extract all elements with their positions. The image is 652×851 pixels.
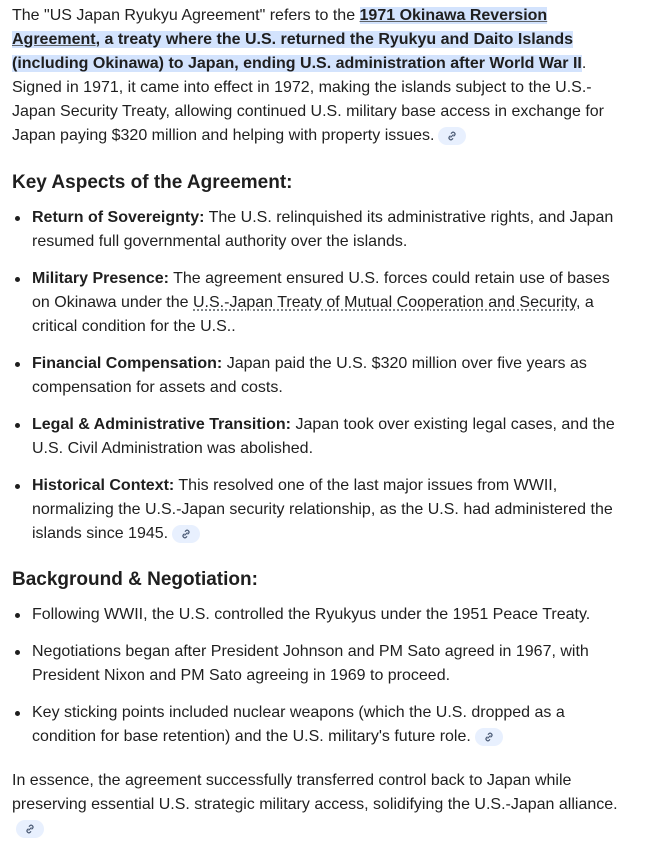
list-item [12, 413, 632, 461]
link-icon [446, 130, 458, 142]
list-item: Negotiations began after President Johnson and PM Sato agreed in 1967, with President Nixon and PM Sato agreeing in 1969 to proceed. [12, 640, 632, 688]
item-text: Japan took over existing legal cases, and the U.S. Civil Administration was abolished. [32, 416, 615, 457]
item-title: Legal & Administrative Transition: [32, 416, 292, 433]
highlighted-summary[interactable]: , a treaty where the U.S. returned the Ryukyu and Daito Islands (including Okinawa) to Japan, ending U.S. administration after World War II [12, 31, 582, 72]
list-item [12, 701, 632, 749]
item-text: The agreement ensured U.S. forces could retain use of bases on Okinawa under the [32, 270, 610, 311]
link-icon [24, 823, 36, 835]
source-link-chip[interactable] [438, 127, 466, 145]
list-item [12, 352, 632, 400]
key-aspects-heading: Key Aspects of the Agreement: [12, 172, 293, 193]
background-heading: Background & Negotiation: [12, 569, 258, 590]
key-aspects-list [12, 206, 632, 546]
source-link-chip[interactable] [16, 820, 44, 838]
background-list [12, 603, 632, 749]
item-title: Financial Compensation: [32, 355, 223, 372]
item-text: This resolved one of the last major issues from WWII, normalizing the U.S.-Japan security relationship, as the U.S. had administered the islands since 1945. [32, 477, 613, 542]
item-text: The U.S. relinquished its administrative rights, and Japan resumed full governmental authority over the islands. [32, 209, 614, 250]
list-item [12, 206, 632, 254]
treaty-link[interactable]: U.S.-Japan Treaty of Mutual Cooperation and Security [193, 294, 577, 311]
intro-paragraph [12, 4, 632, 148]
item-text: , a critical condition for the U.S.. [32, 294, 594, 335]
highlighted-agreement-name[interactable]: 1971 Okinawa Reversion Agreement [12, 7, 548, 48]
intro-text-start: The "US Japan Ryukyu Agreement" refers to the [12, 7, 360, 24]
list-item: Following WWII, the U.S. controlled the Ryukyus under the 1951 Peace Treaty. [12, 603, 632, 627]
item-title: Historical Context: [32, 477, 175, 494]
source-link-chip[interactable] [475, 728, 503, 746]
item-title: Return of Sovereignty: [32, 209, 205, 226]
conclusion-text: In essence, the agreement successfully transferred control back to Japan while preserving essential U.S. strategic military access, solidifying the U.S.-Japan alliance. [12, 772, 618, 813]
list-item [12, 474, 632, 546]
item-text: Japan paid the U.S. $320 million over five years as compensation for assets and costs. [32, 355, 587, 396]
intro-text-end: . Signed in 1971, it came into effect in 1972, making the islands subject to the U.S.-Japan Security Treaty, allowing continued U.S. military base access in exchange for Japan paying $320 million and helping with property issues. [12, 55, 604, 144]
source-link-chip[interactable] [172, 525, 200, 543]
link-icon [180, 528, 192, 540]
link-icon [483, 731, 495, 743]
item-text: Key sticking points included nuclear weapons (which the U.S. dropped as a condition for base retention) and the U.S. military's future role. [32, 704, 565, 745]
conclusion-paragraph [12, 769, 632, 841]
list-item [12, 267, 632, 339]
item-title: Military Presence: [32, 270, 169, 287]
